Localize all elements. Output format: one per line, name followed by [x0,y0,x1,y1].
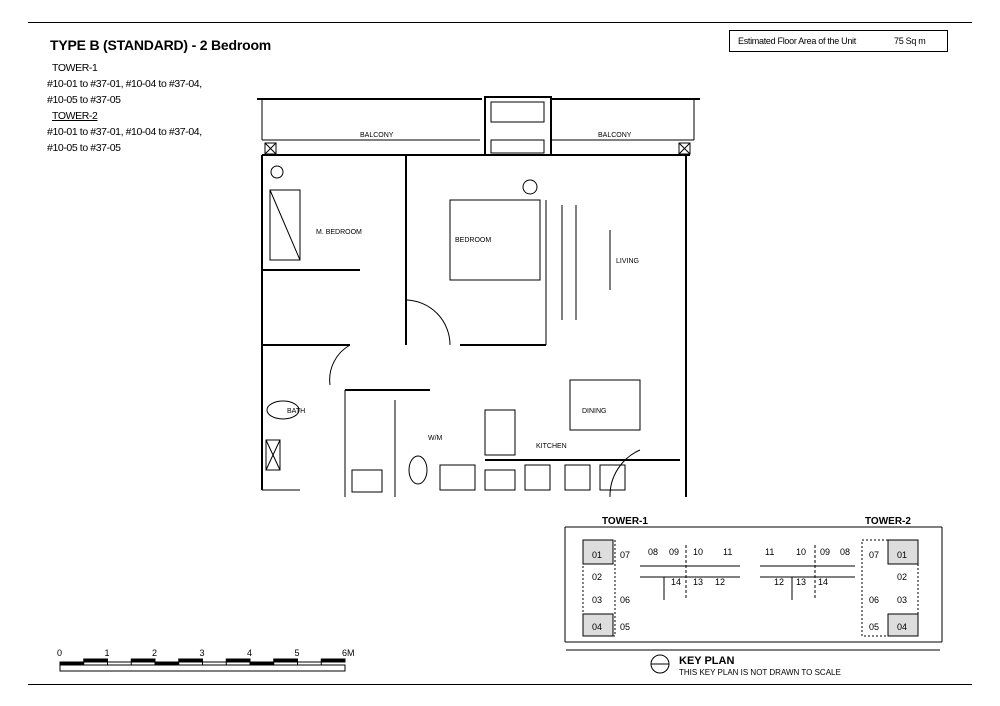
floor-area-label: Estimated Floor Area of the Unit [738,36,856,46]
t2-unit-01: 01 [897,550,908,560]
scale-segment [321,659,345,662]
t1-unit-03: 03 [592,595,603,605]
wm-label: W/M [428,435,443,442]
balcony-left-label: BALCONY [360,132,394,139]
scale-segment [84,659,108,662]
t1-unit-07: 07 [620,550,631,560]
scale-segment [226,659,250,662]
scale-bar [57,648,355,671]
t1-unit-01: 01 [592,550,603,560]
bath-label: BATH [287,408,306,415]
unit-type-title: TYPE B (STANDARD) - 2 Bedroom [50,37,272,53]
t2-unit-12: 12 [774,577,785,587]
keyplan-tower2-title: TOWER-2 [865,516,911,527]
t1-unit-09: 09 [669,547,680,557]
t2-unit-03: 03 [897,595,908,605]
t1-unit-14: 14 [671,577,682,587]
keyplan-tower1-title: TOWER-1 [602,516,648,527]
t2-unit-11: 11 [765,547,775,557]
keyplan-title: KEY PLAN [679,655,735,667]
bedroom-label: BEDROOM [455,237,492,244]
t1-unit-06: 06 [620,595,631,605]
t1-unit-05: 05 [620,622,631,632]
dining-label: DINING [582,408,607,415]
t1-unit-08: 08 [648,547,659,557]
scale-tick-label: 0 [57,648,63,658]
kitchen-label: KITCHEN [536,443,567,450]
t1-unit-02: 02 [592,572,603,582]
t2-unit-02: 02 [897,572,908,582]
scale-segment [131,659,155,662]
living-label: LIVING [616,258,639,265]
scale-tick-label: 2 [152,648,158,658]
t1-unit-13: 13 [693,577,704,587]
t2-unit-04: 04 [897,622,908,632]
scale-tick-label: 3 [199,648,205,658]
scale-tick-label: 6M [342,648,355,658]
balcony-right-label: BALCONY [598,132,632,139]
scale-bar-outline [60,665,345,671]
t1-unit-04: 04 [592,622,603,632]
t2-unit-13: 13 [796,577,807,587]
t2-unit-14: 14 [818,577,829,587]
master-bedroom-label: M. BEDROOM [316,229,362,236]
scale-tick-label: 5 [294,648,300,658]
scale-segment [179,659,203,662]
tower2-units-line2: #10-05 to #37-05 [47,142,121,154]
scale-tick-label: 1 [104,648,110,658]
scale-segment [274,659,298,662]
t2-unit-07: 07 [869,550,880,560]
t2-unit-06: 06 [869,595,880,605]
keyplan-note: THIS KEY PLAN IS NOT DRAWN TO SCALE [679,668,841,677]
t1-unit-11: 11 [723,547,733,557]
scale-tick-label: 4 [247,648,253,658]
t1-unit-12: 12 [715,577,726,587]
tower2-label: TOWER-2 [52,110,98,122]
tower2-units-line1: #10-01 to #37-01, #10-04 to #37-04, [47,126,202,138]
t2-unit-10: 10 [796,547,807,557]
t2-unit-08: 08 [840,547,851,557]
tower1-units-line1: #10-01 to #37-01, #10-04 to #37-04, [47,78,202,90]
tower1-units-line2: #10-05 to #37-05 [47,94,121,106]
floor-area-value: 75 Sq m [894,36,926,46]
t1-unit-10: 10 [693,547,704,557]
t2-unit-05: 05 [869,622,880,632]
t2-unit-09: 09 [820,547,831,557]
tower1-label: TOWER-1 [52,62,98,74]
